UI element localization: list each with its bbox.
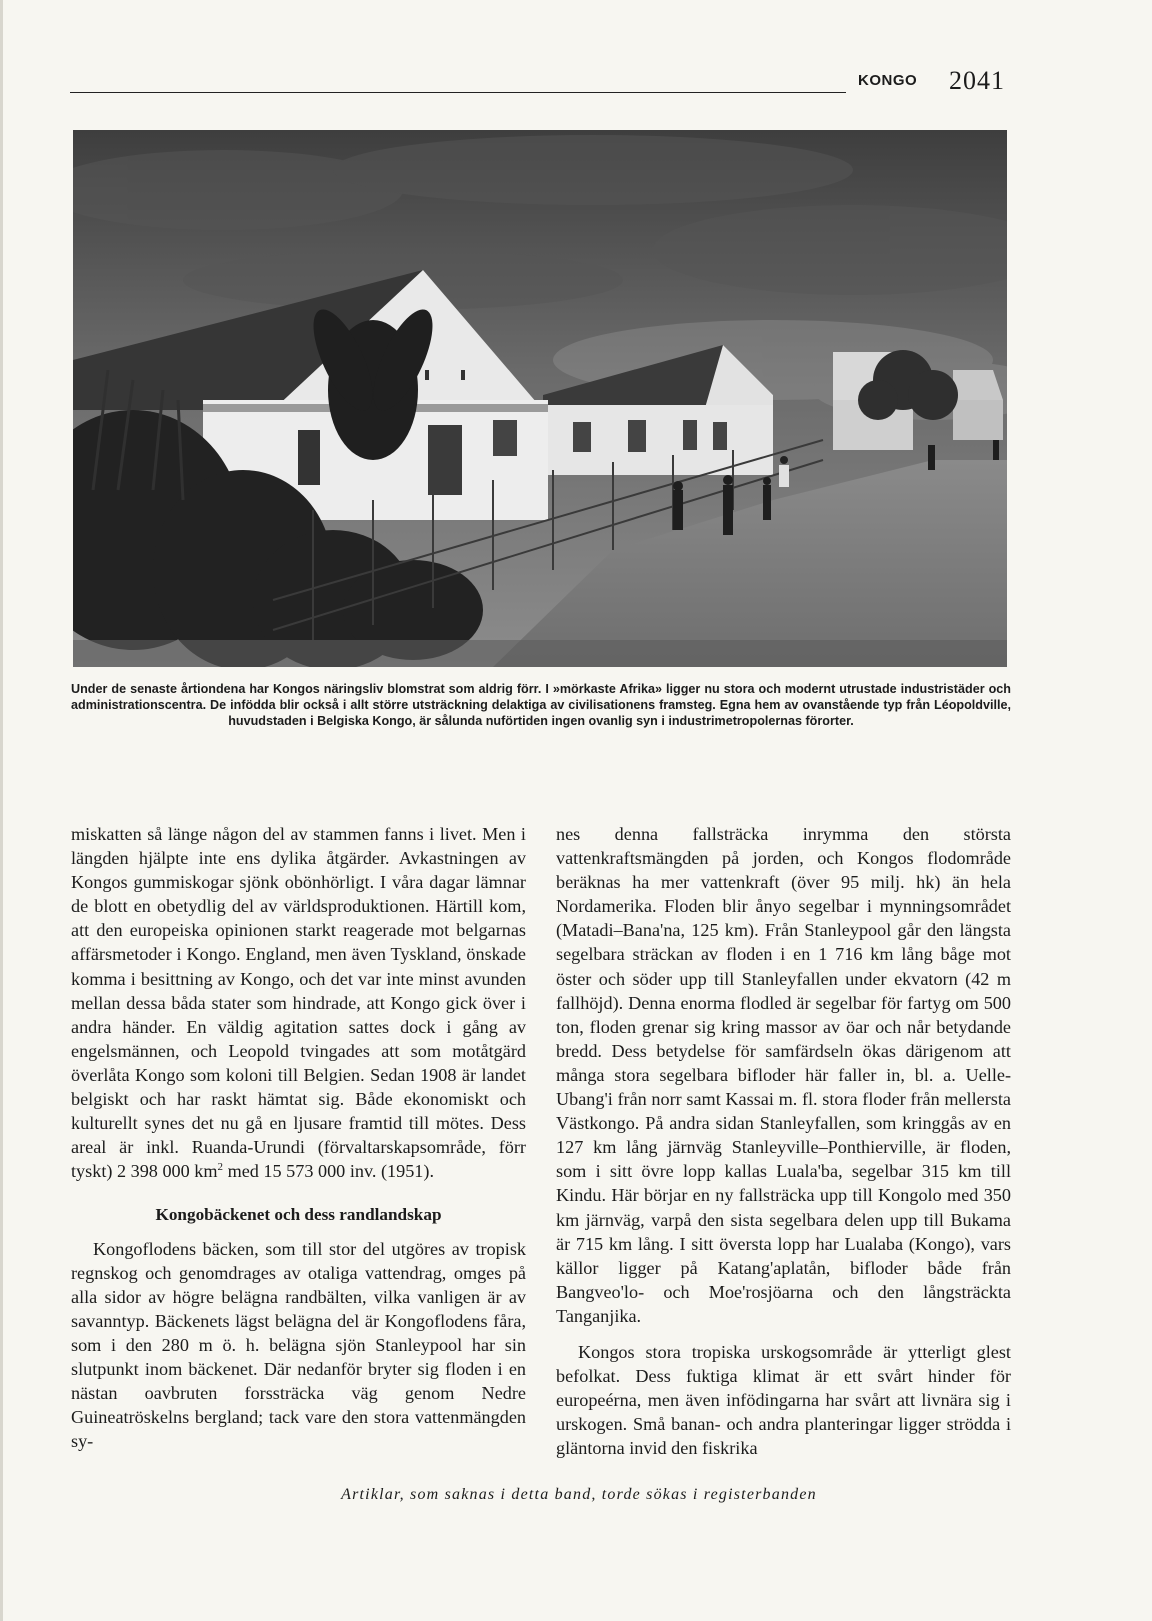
footer-note: Artiklar, som saknas i detta band, torde sökas i registerbanden [341,1486,817,1503]
header-rule [70,92,846,93]
right-column [556,822,1011,1460]
running-head: KONGO [858,72,918,89]
photo-caption: Under de senaste årtiondena har Kongos näringsliv blomstrat som aldrig förr. I »mörkaste Afrika» ligger nu stora och modernt utrustade industristäder och administrationscentra. De infödda blir också i allt större utsträckning delaktiga av civilisationens framsteg. Egna hem av ovanstående typ från Léopoldville, huvudstaden i Belgiska Kongo, är sålunda nuförtiden ingen ovanlig syn i industrimetropolernas förorter. [71,682,1011,728]
paragraph-text-tail: med 15 573 000 inv. (1951). [223,1161,435,1182]
body-paragraph: Kongos stora tropiska urskogsområde är ytterligt glest befolkat. Dess fuktiga klimat är ett svårt hinder för europeérna, men även infödingarna har svårt att livnära sig i urskogen. Små banan- och andra planteringar ligger strödda i gläntorna invid den fiskrika [556,1341,1011,1459]
superscript: 2 [217,1161,224,1174]
body-paragraph [71,822,526,1183]
section-heading: Kongobäckenet och dess randlandskap [155,1205,442,1225]
body-paragraph: Kongoflodens bäcken, som till stor del utgöres av tropisk regnskog och genomdrages av otaliga vattendrag, omges på alla sidor av högre belägna randbälten, vilka vanligen är av savanntyp. Bäckenets lägst belägna del är Kongoflodens fåra, som i den 280 m ö. h. belägna sjön Stanleypool har sin slutpunkt inom bäckenet. Där nedanför bryter sig floden i en nästan oavbruten forssträcka väg genom Nedre Guineatröskelns bergland; tack vare den stora vattenmängden sy- [71,1238,526,1452]
page-number: 2041 [949,66,1005,95]
photo-houses-street [73,130,1007,667]
left-column [71,822,526,1453]
paragraph-text: miskatten så länge någon del av stammen fanns i livet. Men i längden hjälpte inte ens dylika åtgärder. Avkastningen av Kongos gummiskogar sjönk obönhörligt. I våra dagar lämnar de blott en obetydlig del av världsproduktionen. Härtill kom, att den europeiska opinionen starkt reagerade mot belgarnas affärsmetoder i Kongo. England, men även Tyskland, önskade komma i besittning av Kongo, och det var inte minst avunden mellan dessa båda stater som hindrade, att Kongo gick över i andra händer. En väldig agitation sattes dock i gång av engelsmännen, och Leopold tvingades att som motåtgärd överlåta Kongo som koloni till Belgien. Sedan 1908 är landet belgiskt och har raskt hämtat sig. Både ekonomiskt och kulturellt synes det nu gå en ljusare framtid till mötes. Dess areal är inkl. Ruanda-Urundi (förvaltarskapsområde, förr tyskt) 2 398 000 km [71,824,526,1182]
body-paragraph: nes denna fallsträcka inrymma den största vattenkraftsmängden på jorden, och Kongos flodområde beräknas ha mer vattenkraft (över 95 milj. hk) än hela Nordamerika. Floden blir ånyo segelbar i mynningsområdet (Matadi–Bana'na, 125 km). Från Stanleypool går den längsta segelbara sträckan av floden i en 1 716 km lång båge mot öster och söder upp till Stanleyfallen under ekvatorn (42 m fallhöjd). Denna enorma flodled är segelbar för fartyg om 500 ton, floden grenar sig kring massor av öar och når betydande bredd. Dess betydelse för samfärdseln ökas därigenom att många stora segelbara bifloder här faller in, bl. a. Uelle-Ubang'i från norr samt Kassai m. fl. stora floder från mellersta Västkongo. På andra sidan Stanleyfallen, som kringgås av en 127 km lång järnväg Stanleyville–Ponthierville, är floden, som i sitt övre lopp kallas Luala'ba, segelbar 315 km till Kindu. Här börjar en ny fallsträcka upp till Kongolo med 350 km järnväg, varpå den sista segelbara delen upp till Bukama är 715 km lång. I sitt översta lopp har Lualaba (Kongo), vars källor ligger på Katang'aplatån, bifloder både från Bangveo'lo- och Moe'rosjöarna och den långsträckta Tanganjika. [556,824,1011,1326]
